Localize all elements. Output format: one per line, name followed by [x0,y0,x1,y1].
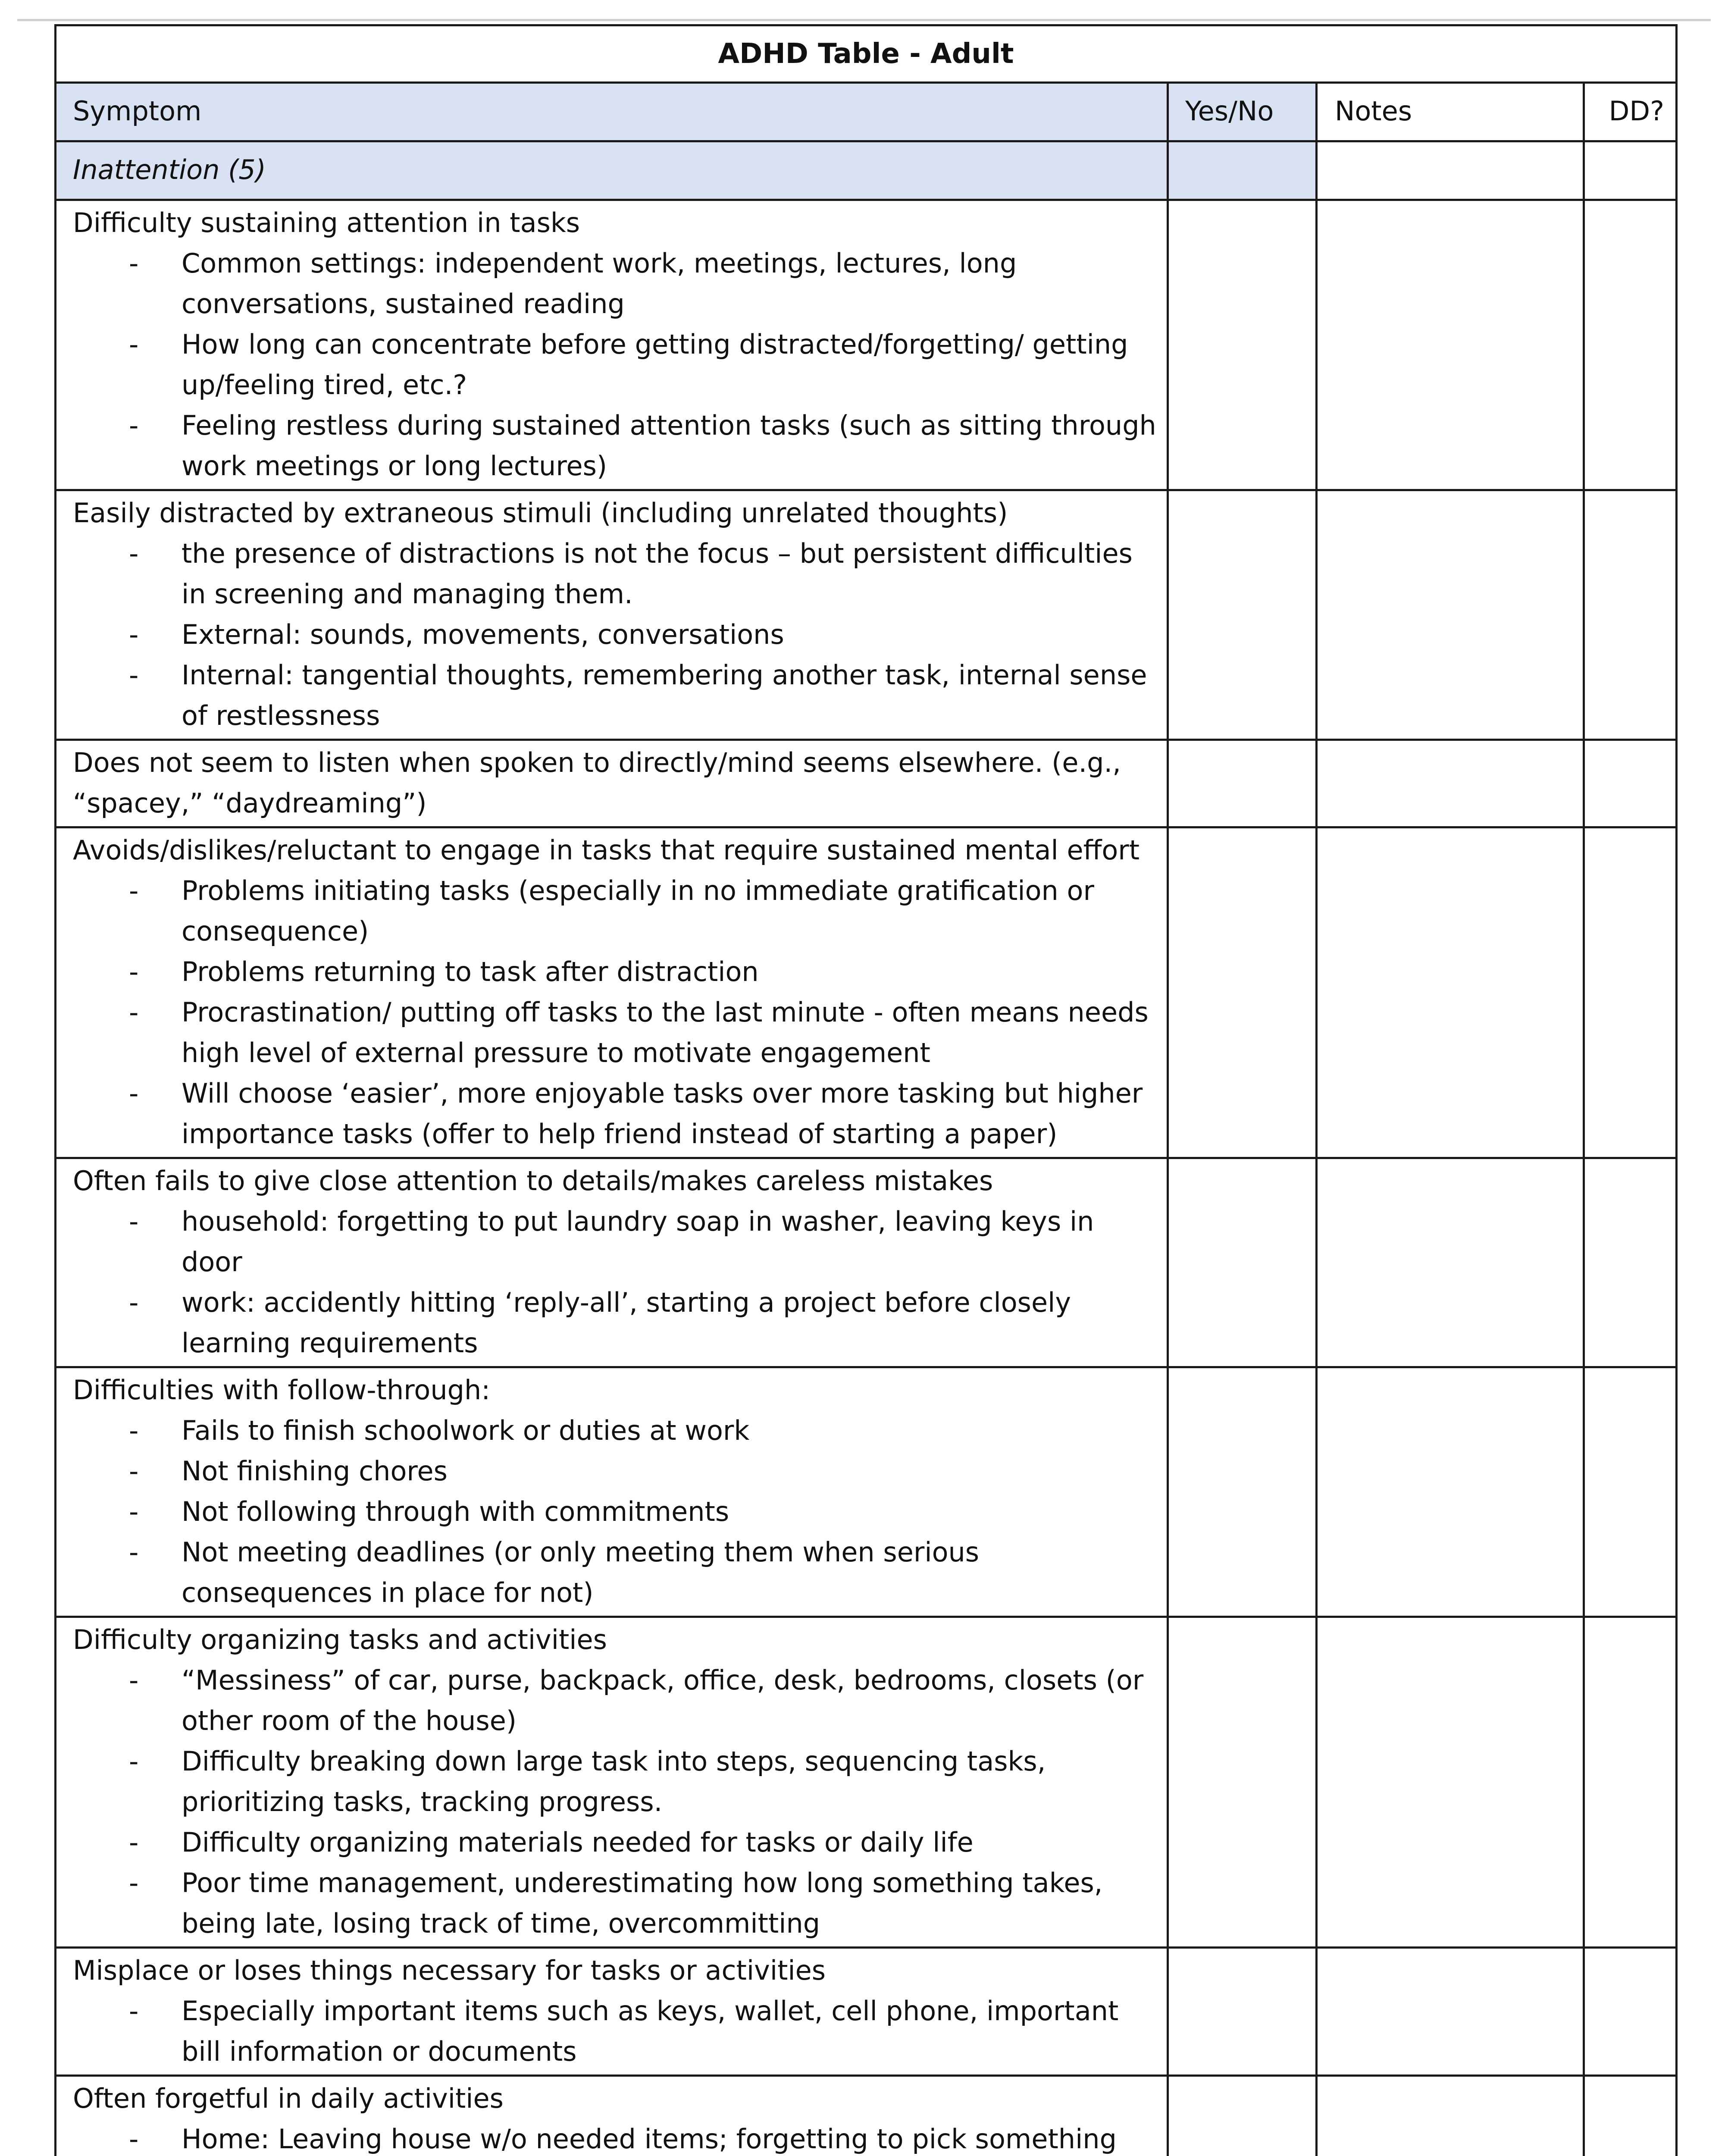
notes-cell[interactable] [1317,2076,1584,2156]
symptom-example-item: - Problems initiating tasks (especially in no immediate gratification or consequence) [73,871,1158,952]
section-yes-no-cell[interactable] [1168,141,1317,200]
symptom-examples-list [73,1410,1158,1613]
symptom-example-item: - Will choose ‘easier’, more enjoyable tasks over more tasking but higher importance tasks (offer to help friend instead of starting a paper) [73,1073,1158,1154]
symptom-row [56,1367,1677,1617]
symptom-example-item: - Procrastination/ putting off tasks to the last minute - often means needs high level of external pressure to motivate engagement [73,992,1158,1073]
symptom-row [56,200,1677,490]
symptom-example-item: - work: accidently hitting ‘reply-all’, starting a project before closely learning requirements [73,1282,1158,1363]
symptom-row [56,740,1677,827]
symptom-examples-list [73,1660,1158,1944]
symptom-cell [56,827,1168,1158]
header-symptom: Symptom [56,83,1168,141]
symptom-examples-list [73,533,1158,736]
symptom-example-item: - Not meeting deadlines (or only meeting them when serious consequences in place for not) [73,1532,1158,1613]
yes-no-cell[interactable] [1168,1367,1317,1617]
notes-cell[interactable] [1317,1617,1584,1948]
symptom-example-item: - Common settings: independent work, meetings, lectures, long conversations, sustained reading [73,243,1158,324]
dd-cell[interactable] [1584,1948,1677,2076]
symptom-title: Often fails to give close attention to details/makes careless mistakes [73,1165,993,1197]
dd-cell[interactable] [1584,827,1677,1158]
notes-cell[interactable] [1317,490,1584,740]
section-inattention: Inattention (5) [56,141,1168,200]
section-notes-cell[interactable] [1317,141,1584,200]
symptom-examples-list [73,871,1158,1154]
symptom-example-item: - Difficulty breaking down large task into steps, sequencing tasks, prioritizing tasks, tracking progress. [73,1741,1158,1822]
header-row [56,83,1677,141]
title-row [56,25,1677,83]
symptom-example-item: - Poor time management, underestimating how long something takes, being late, losing track of time, overcommitting [73,1863,1158,1944]
symptom-example-item: - Home: Leaving house w/o needed items; forgetting to pick something [73,2119,1158,2156]
symptom-example-item: - Difficulty organizing materials needed for tasks or daily life [73,1822,1158,1863]
section-row [56,141,1677,200]
notes-cell[interactable] [1317,200,1584,490]
symptom-example-item: - household: forgetting to put laundry soap in washer, leaving keys in door [73,1201,1158,1282]
yes-no-cell[interactable] [1168,1948,1317,2076]
symptom-examples-list [73,1991,1158,2072]
header-notes: Notes [1317,83,1584,141]
dd-cell[interactable] [1584,1367,1677,1617]
symptom-cell [56,1617,1168,1948]
symptom-row [56,490,1677,740]
section-dd-cell[interactable] [1584,141,1677,200]
dd-cell[interactable] [1584,490,1677,740]
notes-cell[interactable] [1317,740,1584,827]
symptom-title: Misplace or loses things necessary for tasks or activities [73,1955,826,1986]
symptom-title: Easily distracted by extraneous stimuli (including unrelated thoughts) [73,497,1008,529]
symptom-examples-list [73,2119,1158,2156]
yes-no-cell[interactable] [1168,1158,1317,1367]
yes-no-cell[interactable] [1168,2076,1317,2156]
symptom-cell [56,1948,1168,2076]
dd-cell[interactable] [1584,2076,1677,2156]
symptom-row [56,1948,1677,2076]
symptom-cell [56,2076,1168,2156]
symptom-row [56,827,1677,1158]
yes-no-cell[interactable] [1168,827,1317,1158]
page-top-rule [17,19,1711,21]
symptom-cell [56,1158,1168,1367]
symptom-title: Avoids/dislikes/reluctant to engage in tasks that require sustained mental effort [73,834,1140,866]
symptom-example-item: - Not finishing chores [73,1451,1158,1492]
symptom-row [56,1617,1677,1948]
symptom-example-item: - Feeling restless during sustained attention tasks (such as sitting through work meetings or long lectures) [73,405,1158,486]
symptom-title: Does not seem to listen when spoken to directly/mind seems elsewhere. (e.g., “spacey,” “daydreaming”) [73,747,1121,819]
symptom-example-item: - “Messiness” of car, purse, backpack, office, desk, bedrooms, closets (or other room of the house) [73,1660,1158,1741]
notes-cell[interactable] [1317,827,1584,1158]
notes-cell[interactable] [1317,1158,1584,1367]
symptom-example-item: - Fails to finish schoolwork or duties at work [73,1410,1158,1451]
adhd-table [54,24,1678,2156]
symptom-title: Often forgetful in daily activities [73,2083,504,2114]
notes-cell[interactable] [1317,1367,1584,1617]
dd-cell[interactable] [1584,200,1677,490]
symptom-title: Difficulty sustaining attention in tasks [73,207,580,238]
symptom-example-item: - External: sounds, movements, conversations [73,614,1158,655]
yes-no-cell[interactable] [1168,740,1317,827]
header-dd: DD? [1584,83,1677,141]
table-title: ADHD Table - Adult [56,25,1677,83]
yes-no-cell[interactable] [1168,200,1317,490]
symptom-cell [56,740,1168,827]
header-yes-no: Yes/No [1168,83,1317,141]
dd-cell[interactable] [1584,1617,1677,1948]
symptom-example-item: - Especially important items such as keys, wallet, cell phone, important bill information or documents [73,1991,1158,2072]
symptom-cell [56,1367,1168,1617]
symptom-example-item: - Not following through with commitments [73,1492,1158,1532]
symptom-example-item: - the presence of distractions is not the focus – but persistent difficulties in screening and managing them. [73,533,1158,614]
notes-cell[interactable] [1317,1948,1584,2076]
yes-no-cell[interactable] [1168,1617,1317,1948]
symptom-title: Difficulty organizing tasks and activities [73,1624,607,1655]
dd-cell[interactable] [1584,740,1677,827]
symptom-examples-list [73,243,1158,486]
symptom-cell [56,200,1168,490]
symptom-examples-list [73,1201,1158,1363]
symptom-cell [56,490,1168,740]
symptom-row [56,1158,1677,1367]
symptom-example-item: - Problems returning to task after distraction [73,952,1158,992]
symptom-title: Difficulties with follow-through: [73,1374,491,1406]
symptom-example-item: - How long can concentrate before getting distracted/forgetting/ getting up/feeling tired, etc.? [73,324,1158,405]
symptom-row [56,2076,1677,2156]
dd-cell[interactable] [1584,1158,1677,1367]
symptom-example-item: - Internal: tangential thoughts, remembering another task, internal sense of restlessness [73,655,1158,736]
yes-no-cell[interactable] [1168,490,1317,740]
